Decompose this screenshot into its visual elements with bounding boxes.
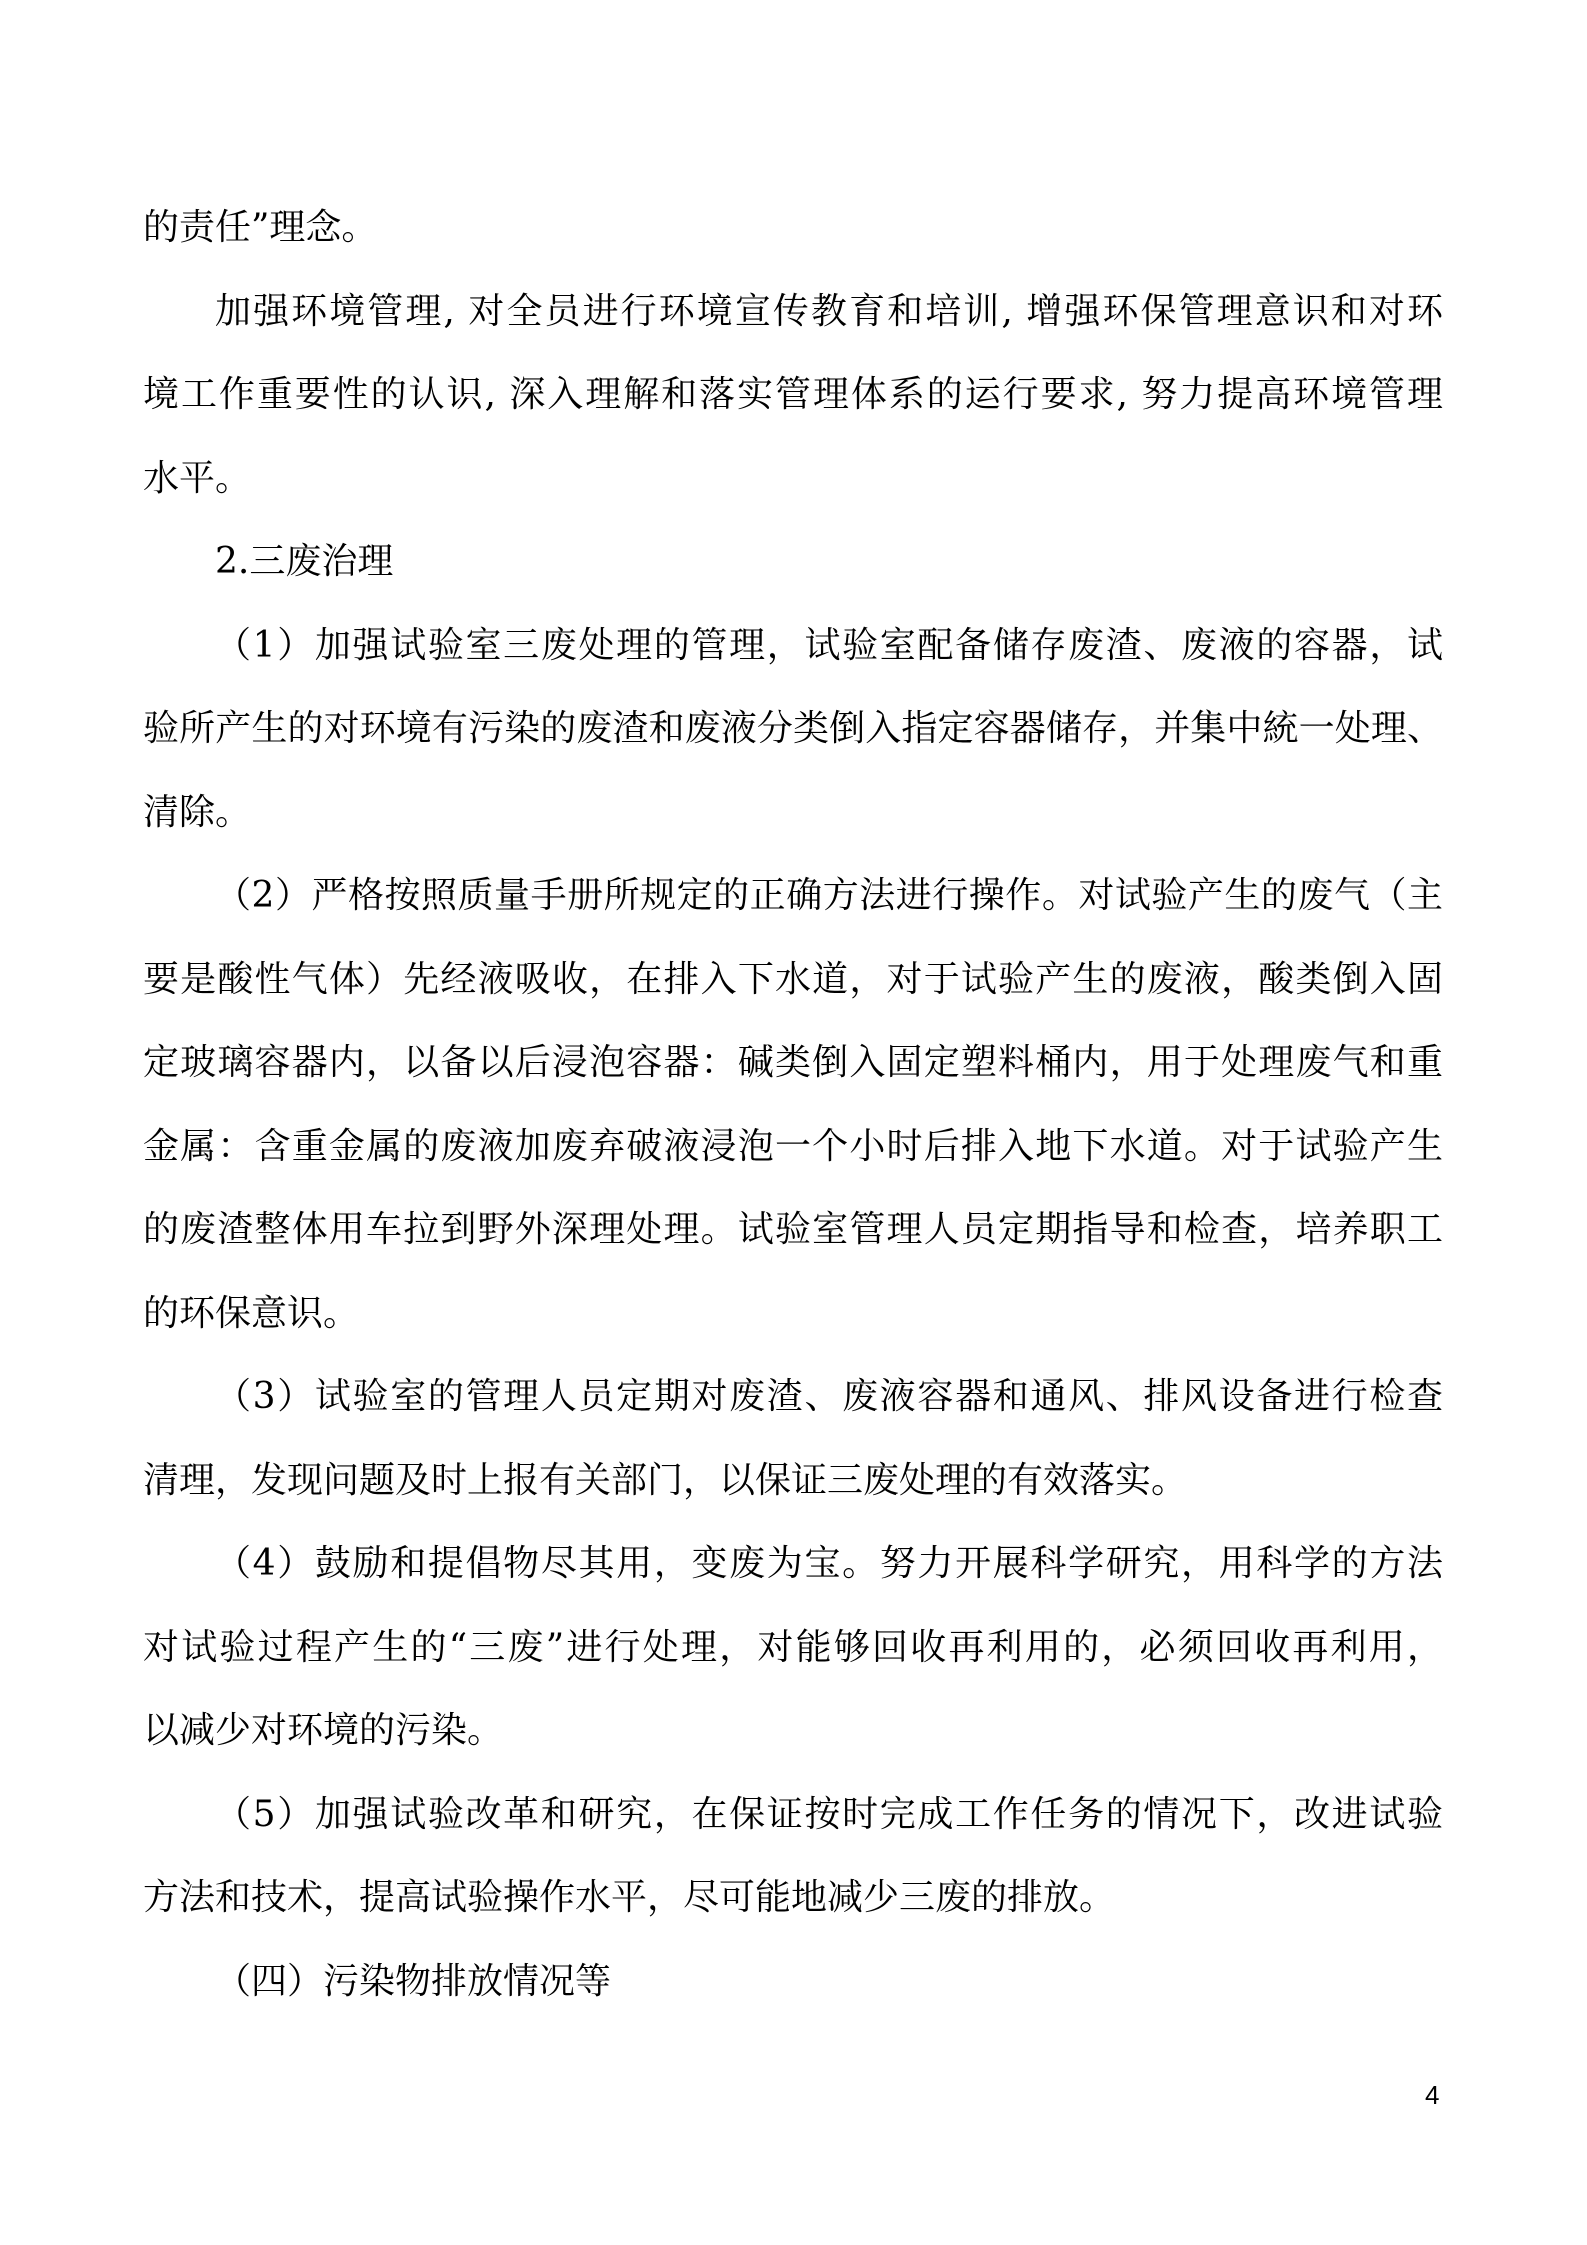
text-line: 方法和技术，提高试验操作水平，尽可能地减少三废的排放。 <box>143 1877 1116 1918</box>
text-line: （1）加强试验室三废处理的管理，试验室配备储存废渣、废液的容器，试 <box>215 624 1443 666</box>
paragraph <box>143 520 1443 604</box>
text-line: 清除。 <box>143 791 252 833</box>
text-line: （四）污染物排放情况等 <box>215 1960 612 2002</box>
text-line: 的责任”理念。 <box>143 207 378 248</box>
text-line: 要是酸性气体）先经液吸收，在排入下水道，对于试验产生的废液，酸类倒入固 <box>143 958 1443 1000</box>
text-line: 加强环境管理, 对全员进行环境宣传教育和培训, 增强环保管理意识和对环 <box>215 290 1443 332</box>
text-line: 水平。 <box>143 457 252 499</box>
paragraph <box>143 604 1443 855</box>
text-line: （5）加强试验改革和研究，在保证按时完成工作任务的情况下，改进试验 <box>215 1793 1443 1835</box>
text-line: 的环保意识。 <box>143 1292 360 1334</box>
paragraph <box>143 186 1443 270</box>
text-line: （3）试验室的管理人员定期对废渣、废液容器和通风、排风设备进行检查 <box>215 1376 1443 1417</box>
text-line: 的废渣整体用车拉到野外深理处理。试验室管理人员定期指导和检查，培养职工 <box>143 1209 1443 1250</box>
text-line: 定玻璃容器内，以备以后浸泡容器：碱类倒入固定塑料桶内，用于处理废气和重 <box>143 1042 1443 1083</box>
text-line: （2）严格按照质量手册所规定的正确方法进行操作。对试验产生的废气（主 <box>215 875 1443 916</box>
text-line: 2.三废治理 <box>215 541 394 582</box>
text-line: 金属：含重金属的废液加废弃破液浸泡一个小时后排入地下水道。对于试验产生 <box>143 1125 1443 1167</box>
text-line: 境工作重要性的认识, 深入理解和落实管理体系的运行要求, 努力提高环境管理 <box>143 374 1443 415</box>
paragraph <box>143 1522 1443 1773</box>
paragraph <box>143 854 1443 1355</box>
document-page <box>143 186 1443 2023</box>
text-line: 清理，发现问题及时上报有关部门，以保证三废处理的有效落实。 <box>143 1459 1188 1501</box>
text-line: 对试验过程产生的“三废”进行处理，对能够回收再利用的，必须回收再利用， <box>143 1626 1443 1668</box>
text-line: 以减少对环境的污染。 <box>143 1710 504 1751</box>
text-line: 验所产生的对环境有污染的废渣和废液分类倒入指定容器储存，并集中統一处理、 <box>143 708 1443 749</box>
paragraph <box>143 1940 1443 2024</box>
paragraph <box>143 1773 1443 1940</box>
paragraph <box>143 1355 1443 1522</box>
text-line: （4）鼓励和提倡物尽其用，变废为宝。努力开展科学研究，用科学的方法 <box>215 1543 1443 1584</box>
page-number: 4 <box>1425 2080 1440 2110</box>
paragraph <box>143 270 1443 521</box>
